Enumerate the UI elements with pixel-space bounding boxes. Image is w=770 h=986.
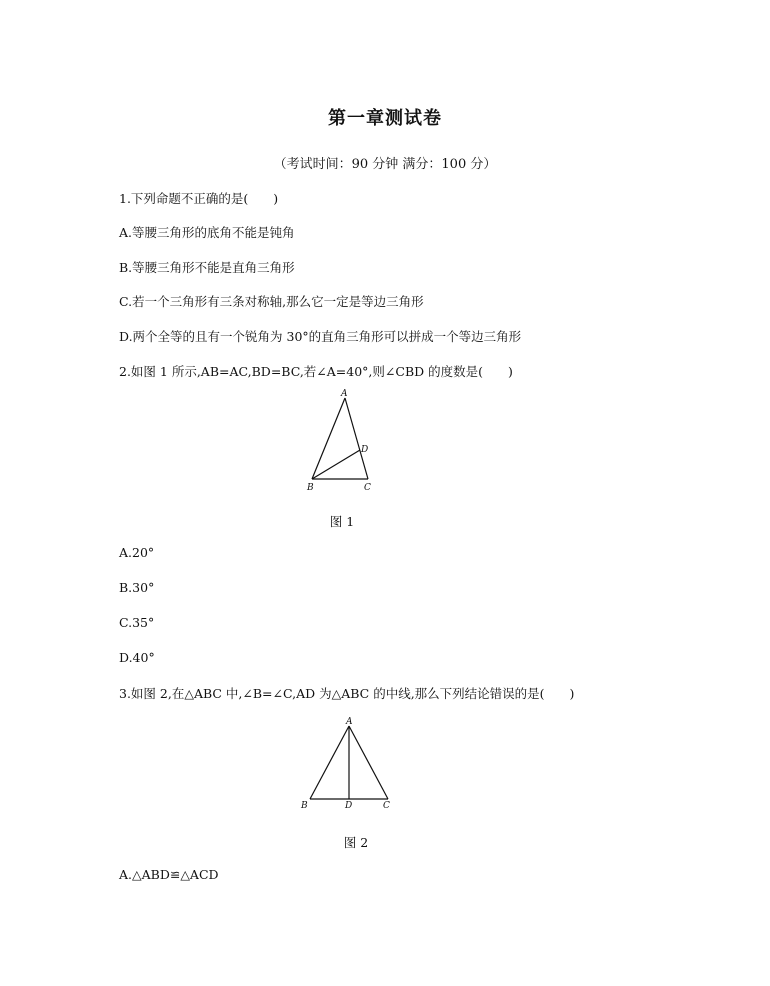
- question-1-option-d: D.两个全等的且有一个锐角为 30°的直角三角形可以拼成一个等边三角形: [119, 329, 522, 344]
- question-2-stem: 2.如图 1 所示,AB=AC,BD=BC,若∠A=40°,则∠CBD 的度数是( ): [119, 364, 513, 379]
- vertex-label-b: B: [307, 483, 314, 493]
- question-2-option-a: A.20°: [119, 545, 155, 560]
- vertex-label-d: D: [361, 445, 369, 455]
- vertex-label-a: A: [341, 389, 348, 399]
- vertex-label-c: C: [383, 801, 390, 811]
- vertex-label-c: C: [364, 483, 371, 493]
- figure-2-triangle: [296, 716, 396, 812]
- segment-bd: [312, 450, 360, 479]
- question-2-option-b: B.30°: [119, 580, 155, 595]
- question-2-option-c: C.35°: [119, 615, 155, 630]
- page-title: 第一章测试卷: [328, 108, 442, 129]
- question-3-stem: 3.如图 2,在△ABC 中,∠B=∠C,AD 为△ABC 的中线,那么下列结论错误的是( ): [119, 686, 575, 701]
- question-1-option-b: B.等腰三角形不能是直角三角形: [119, 260, 295, 275]
- question-1-option-a: A.等腰三角形的底角不能是钝角: [119, 225, 295, 240]
- vertex-label-b: B: [301, 801, 308, 811]
- vertex-label-a: A: [346, 717, 353, 727]
- figure-2-caption: 图 2: [343, 835, 369, 850]
- question-2-option-d: D.40°: [119, 650, 155, 665]
- figure-1-triangle: [300, 388, 390, 498]
- figure-1-caption: 图 1: [329, 514, 355, 529]
- question-1-stem: 1.下列命题不正确的是( ): [119, 191, 279, 206]
- exam-info: （考试时间：90 分钟 满分：100 分）: [273, 157, 497, 172]
- segment-ab: [310, 726, 349, 799]
- question-1-option-c: C.若一个三角形有三条对称轴,那么它一定是等边三角形: [119, 294, 424, 309]
- question-3-option-a: A.△ABD≌△ACD: [119, 867, 219, 882]
- vertex-label-d: D: [345, 801, 353, 811]
- segment-ac: [349, 726, 388, 799]
- segment-ac: [345, 398, 368, 479]
- segment-ab: [312, 398, 345, 479]
